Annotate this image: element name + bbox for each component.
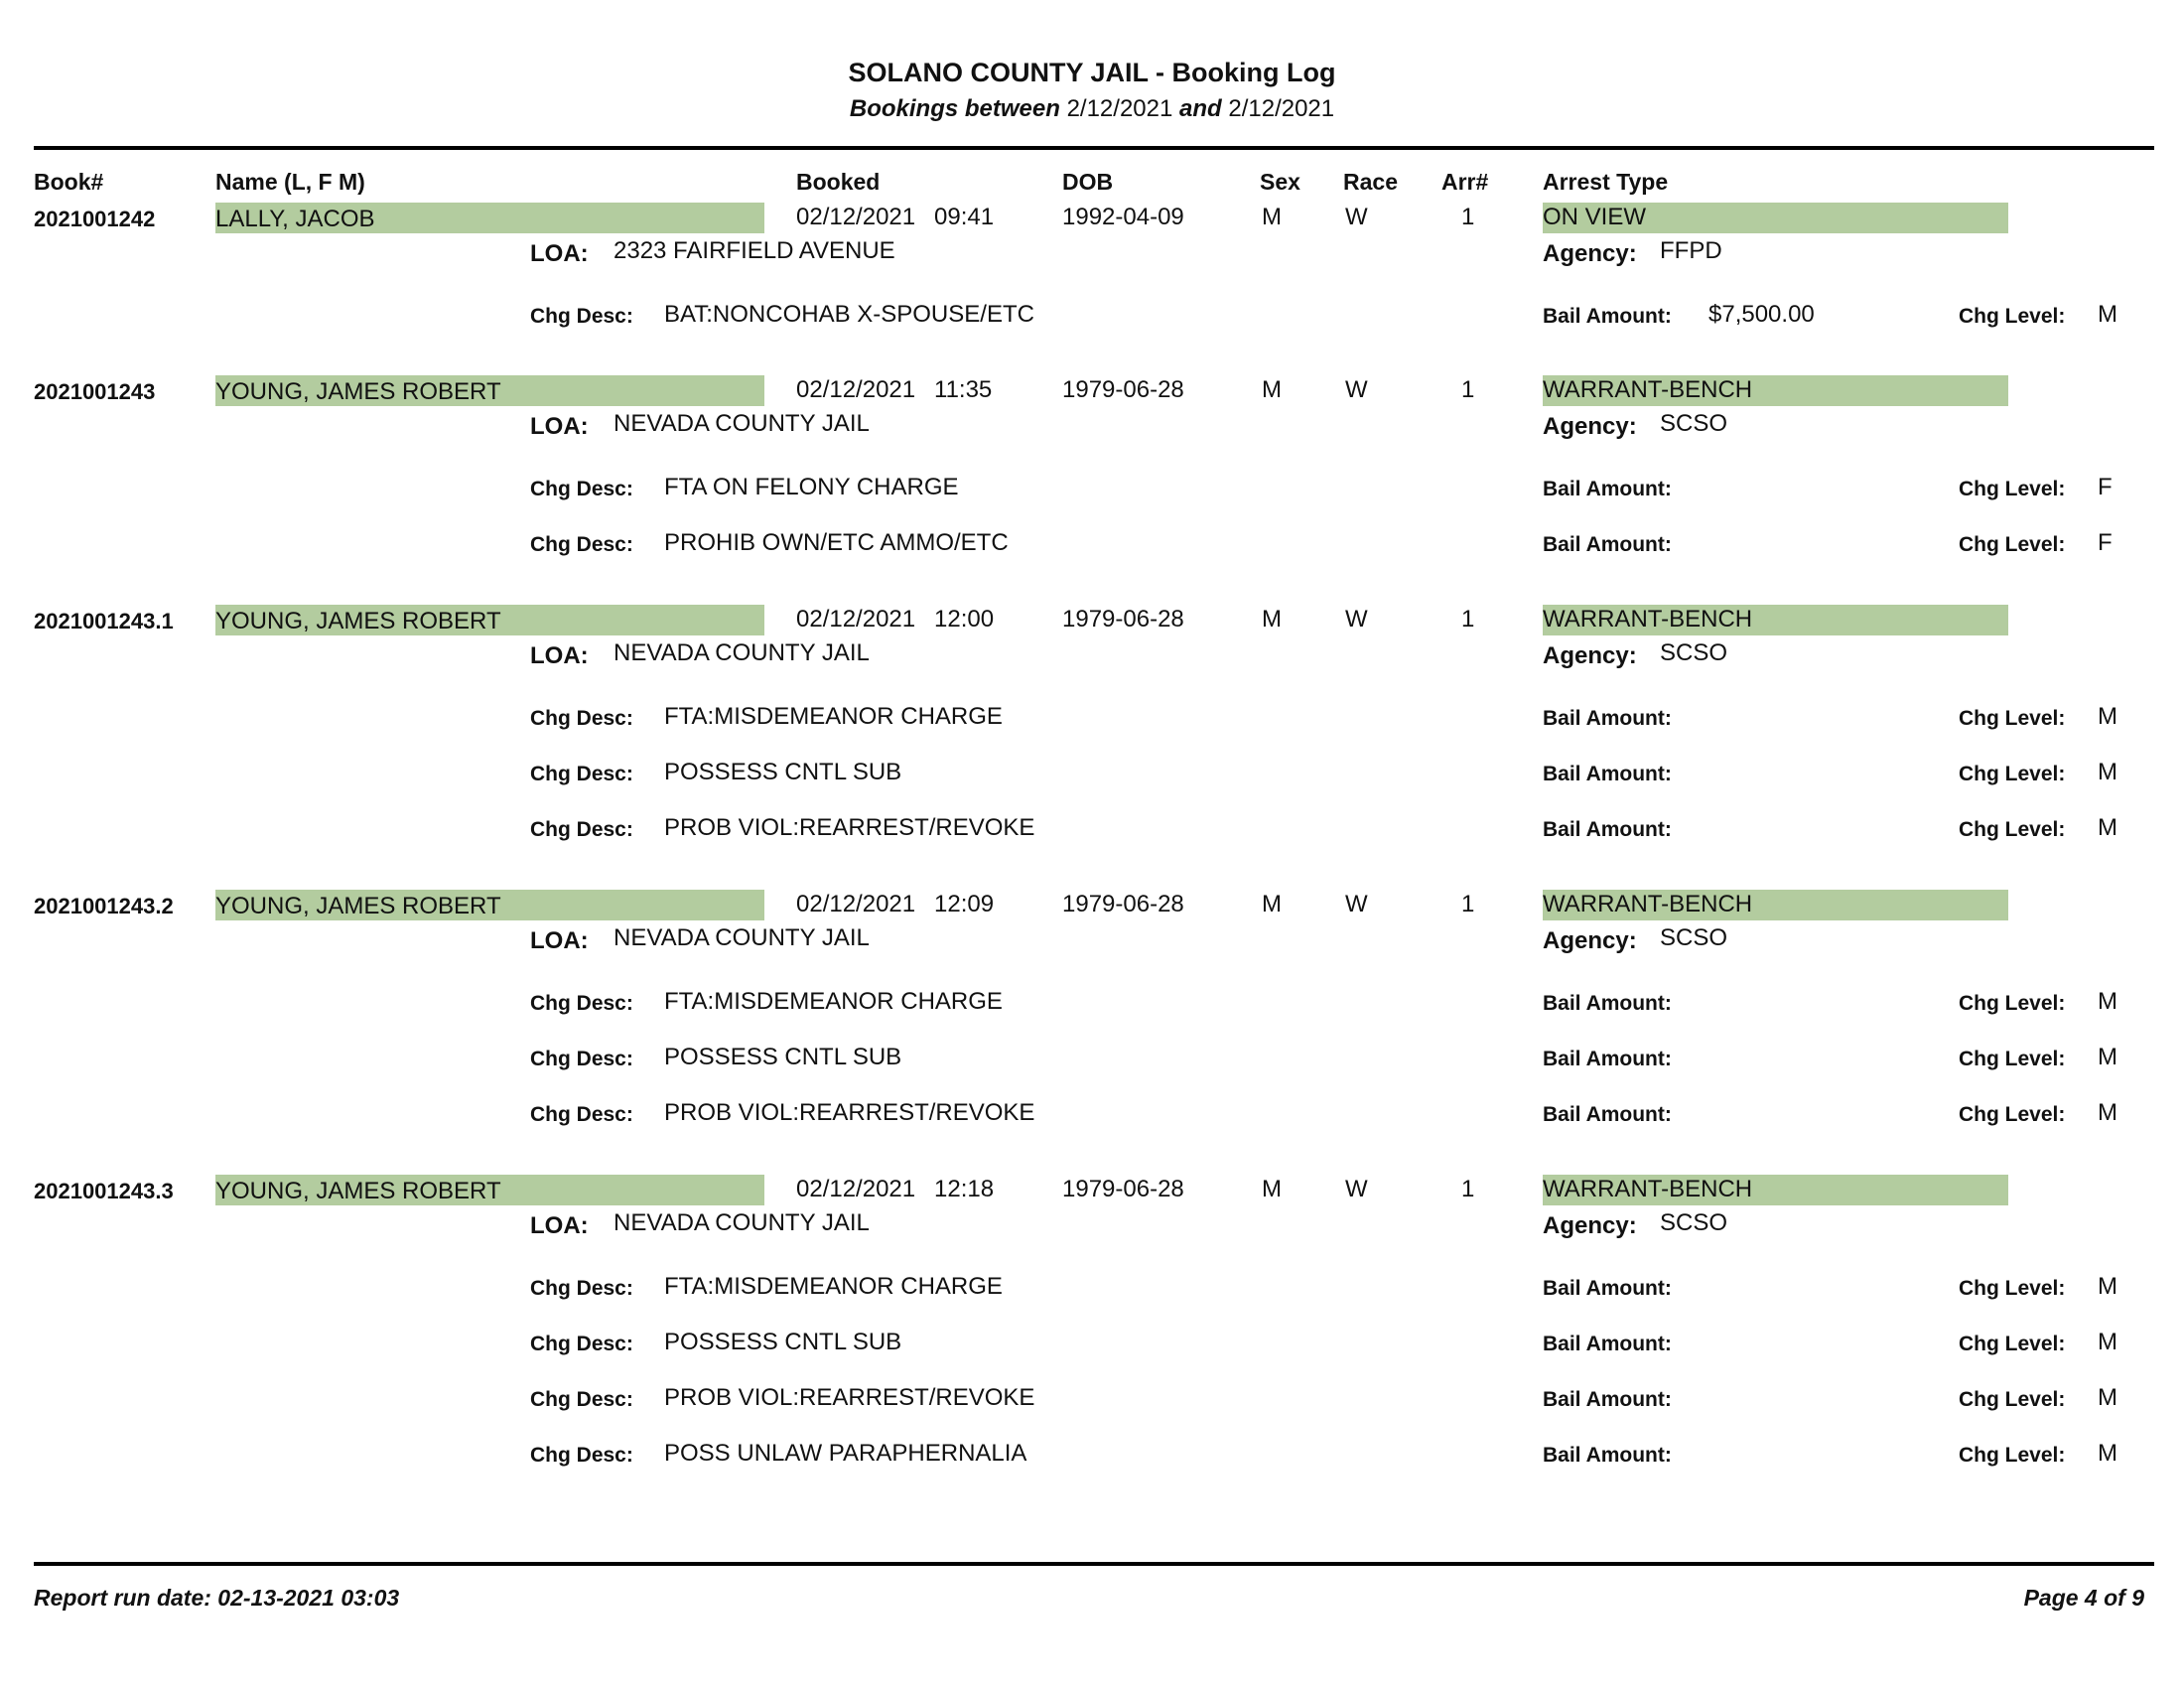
bail-amount-label: Bail Amount:	[1543, 1103, 1672, 1126]
dob: 1992-04-09	[1062, 204, 1184, 230]
loa-value: 2323 FAIRFIELD AVENUE	[614, 237, 895, 264]
book-number: 2021001243.1	[34, 609, 174, 633]
sex: M	[1262, 376, 1282, 403]
charge-level: M	[2098, 1044, 2117, 1070]
end-date: 2/12/2021	[1228, 95, 1335, 122]
charge-description: PROB VIOL:REARREST/REVOKE	[664, 814, 1035, 841]
subtitle-label: Bookings between	[849, 95, 1060, 122]
subtitle-and: and	[1179, 95, 1222, 122]
sex: M	[1262, 204, 1282, 230]
agency-label: Agency:	[1543, 927, 1637, 954]
charge-description: POSSESS CNTL SUB	[664, 1044, 902, 1070]
charge-level: M	[2098, 703, 2117, 730]
charge-level: F	[2098, 474, 2113, 500]
bail-amount-value: $7,500.00	[1708, 301, 1815, 328]
booked-date: 02/12/2021	[796, 376, 916, 403]
chg-level-label: Chg Level:	[1959, 1048, 2066, 1070]
footer-rule	[34, 1562, 2154, 1566]
col-arr: Arr#	[1441, 169, 1489, 195]
report-title: SOLANO COUNTY JAIL - Booking Log	[848, 58, 1336, 87]
arrest-number: 1	[1461, 1176, 1475, 1202]
bail-amount-label: Bail Amount:	[1543, 1444, 1672, 1467]
chg-desc-label: Chg Desc:	[530, 1444, 633, 1467]
chg-level-label: Chg Level:	[1959, 1103, 2066, 1126]
charge-description: FTA:MISDEMEANOR CHARGE	[664, 1273, 1003, 1300]
race: W	[1345, 204, 1368, 230]
chg-desc-label: Chg Desc:	[530, 533, 633, 556]
col-dob: DOB	[1062, 169, 1114, 195]
col-sex: Sex	[1260, 169, 1300, 195]
chg-desc-label: Chg Desc:	[530, 818, 633, 841]
chg-level-label: Chg Level:	[1959, 1388, 2066, 1411]
charge-level: M	[2098, 1099, 2117, 1126]
col-booked: Booked	[796, 169, 881, 195]
inmate-name: LALLY, JACOB	[215, 206, 375, 232]
agency-label: Agency:	[1543, 240, 1637, 267]
start-date: 2/12/2021	[1066, 95, 1173, 122]
chg-desc-label: Chg Desc:	[530, 1388, 633, 1411]
bail-amount-label: Bail Amount:	[1543, 707, 1672, 730]
bail-amount-label: Bail Amount:	[1543, 763, 1672, 785]
loa-label: LOA:	[530, 413, 589, 440]
charge-description: FTA:MISDEMEANOR CHARGE	[664, 703, 1003, 730]
col-arrest-type: Arrest Type	[1543, 169, 1669, 195]
chg-level-label: Chg Level:	[1959, 1444, 2066, 1467]
charge-level: M	[2098, 988, 2117, 1015]
charge-description: PROHIB OWN/ETC AMMO/ETC	[664, 529, 1009, 556]
arrest-number: 1	[1461, 891, 1475, 917]
arrest-number: 1	[1461, 204, 1475, 230]
arrest-type: WARRANT-BENCH	[1543, 1176, 1753, 1202]
race: W	[1345, 606, 1368, 633]
inmate-name: YOUNG, JAMES ROBERT	[215, 893, 501, 919]
chg-level-label: Chg Level:	[1959, 478, 2066, 500]
booked-date: 02/12/2021	[796, 606, 916, 633]
charge-level: M	[2098, 1440, 2117, 1467]
loa-label: LOA:	[530, 1212, 589, 1239]
sex: M	[1262, 606, 1282, 633]
booked-time: 12:18	[934, 1176, 995, 1202]
booked-date: 02/12/2021	[796, 204, 916, 230]
dob: 1979-06-28	[1062, 376, 1184, 403]
charge-description: POSS UNLAW PARAPHERNALIA	[664, 1440, 1027, 1467]
arrest-number: 1	[1461, 606, 1475, 633]
loa-label: LOA:	[530, 240, 589, 267]
bail-amount-label: Bail Amount:	[1543, 1388, 1672, 1411]
chg-desc-label: Chg Desc:	[530, 1333, 633, 1355]
agency-label: Agency:	[1543, 413, 1637, 440]
charge-description: POSSESS CNTL SUB	[664, 1329, 902, 1355]
chg-level-label: Chg Level:	[1959, 305, 2066, 328]
chg-level-label: Chg Level:	[1959, 1277, 2066, 1300]
bail-amount-label: Bail Amount:	[1543, 478, 1672, 500]
booked-time: 12:00	[934, 606, 995, 633]
agency-value: SCSO	[1660, 924, 1728, 951]
race: W	[1345, 376, 1368, 403]
charge-description: BAT:NONCOHAB X-SPOUSE/ETC	[664, 301, 1034, 328]
loa-label: LOA:	[530, 642, 589, 669]
chg-desc-label: Chg Desc:	[530, 1103, 633, 1126]
chg-level-label: Chg Level:	[1959, 1333, 2066, 1355]
loa-label: LOA:	[530, 927, 589, 954]
chg-desc-label: Chg Desc:	[530, 305, 633, 328]
inmate-name: YOUNG, JAMES ROBERT	[215, 378, 501, 405]
chg-desc-label: Chg Desc:	[530, 763, 633, 785]
inmate-name: YOUNG, JAMES ROBERT	[215, 1178, 501, 1204]
charge-description: FTA ON FELONY CHARGE	[664, 474, 959, 500]
bail-amount-label: Bail Amount:	[1543, 1333, 1672, 1355]
race: W	[1345, 1176, 1368, 1202]
col-race: Race	[1343, 169, 1398, 195]
arrest-type: ON VIEW	[1543, 204, 1647, 230]
booked-time: 12:09	[934, 891, 995, 917]
sex: M	[1262, 1176, 1282, 1202]
arrest-type: WARRANT-BENCH	[1543, 891, 1753, 917]
charge-description: PROB VIOL:REARREST/REVOKE	[664, 1099, 1035, 1126]
loa-value: NEVADA COUNTY JAIL	[614, 410, 870, 437]
col-name: Name (L, F M)	[215, 169, 365, 195]
arrest-number: 1	[1461, 376, 1475, 403]
chg-desc-label: Chg Desc:	[530, 478, 633, 500]
charge-level: F	[2098, 529, 2113, 556]
loa-value: NEVADA COUNTY JAIL	[614, 1209, 870, 1236]
col-book: Book#	[34, 169, 104, 195]
book-number: 2021001242	[34, 207, 156, 231]
arrest-type: WARRANT-BENCH	[1543, 376, 1753, 403]
chg-desc-label: Chg Desc:	[530, 707, 633, 730]
sex: M	[1262, 891, 1282, 917]
bail-amount-label: Bail Amount:	[1543, 1048, 1672, 1070]
chg-level-label: Chg Level:	[1959, 992, 2066, 1015]
charge-level: M	[2098, 814, 2117, 841]
charge-level: M	[2098, 301, 2117, 328]
chg-desc-label: Chg Desc:	[530, 992, 633, 1015]
agency-value: SCSO	[1660, 410, 1728, 437]
agency-label: Agency:	[1543, 642, 1637, 669]
charge-description: FTA:MISDEMEANOR CHARGE	[664, 988, 1003, 1015]
chg-desc-label: Chg Desc:	[530, 1048, 633, 1070]
dob: 1979-06-28	[1062, 606, 1184, 633]
loa-value: NEVADA COUNTY JAIL	[614, 639, 870, 666]
bail-amount-label: Bail Amount:	[1543, 992, 1672, 1015]
charge-level: M	[2098, 1273, 2117, 1300]
charge-description: POSSESS CNTL SUB	[664, 759, 902, 785]
book-number: 2021001243.3	[34, 1179, 174, 1203]
chg-level-label: Chg Level:	[1959, 763, 2066, 785]
page-number: Page 4 of 9	[2023, 1585, 2144, 1611]
charge-level: M	[2098, 1329, 2117, 1355]
chg-level-label: Chg Level:	[1959, 818, 2066, 841]
inmate-name: YOUNG, JAMES ROBERT	[215, 608, 501, 634]
race: W	[1345, 891, 1368, 917]
booked-date: 02/12/2021	[796, 1176, 916, 1202]
chg-level-label: Chg Level:	[1959, 707, 2066, 730]
chg-level-label: Chg Level:	[1959, 533, 2066, 556]
book-number: 2021001243	[34, 379, 156, 404]
bail-amount-label: Bail Amount:	[1543, 818, 1672, 841]
header-rule	[34, 146, 2154, 150]
arrest-type: WARRANT-BENCH	[1543, 606, 1753, 633]
bail-amount-label: Bail Amount:	[1543, 305, 1672, 328]
charge-level: M	[2098, 1384, 2117, 1411]
agency-value: SCSO	[1660, 1209, 1728, 1236]
chg-desc-label: Chg Desc:	[530, 1277, 633, 1300]
agency-value: SCSO	[1660, 639, 1728, 666]
booked-time: 09:41	[934, 204, 995, 230]
dob: 1979-06-28	[1062, 1176, 1184, 1202]
loa-value: NEVADA COUNTY JAIL	[614, 924, 870, 951]
bail-amount-label: Bail Amount:	[1543, 533, 1672, 556]
agency-value: FFPD	[1660, 237, 1722, 264]
charge-description: PROB VIOL:REARREST/REVOKE	[664, 1384, 1035, 1411]
bail-amount-label: Bail Amount:	[1543, 1277, 1672, 1300]
report-subtitle	[0, 95, 2184, 123]
booked-date: 02/12/2021	[796, 891, 916, 917]
charge-level: M	[2098, 759, 2117, 785]
report-run-date: Report run date: 02-13-2021 03:03	[34, 1585, 400, 1611]
booked-time: 11:35	[934, 376, 993, 403]
book-number: 2021001243.2	[34, 894, 174, 918]
agency-label: Agency:	[1543, 1212, 1637, 1239]
dob: 1979-06-28	[1062, 891, 1184, 917]
